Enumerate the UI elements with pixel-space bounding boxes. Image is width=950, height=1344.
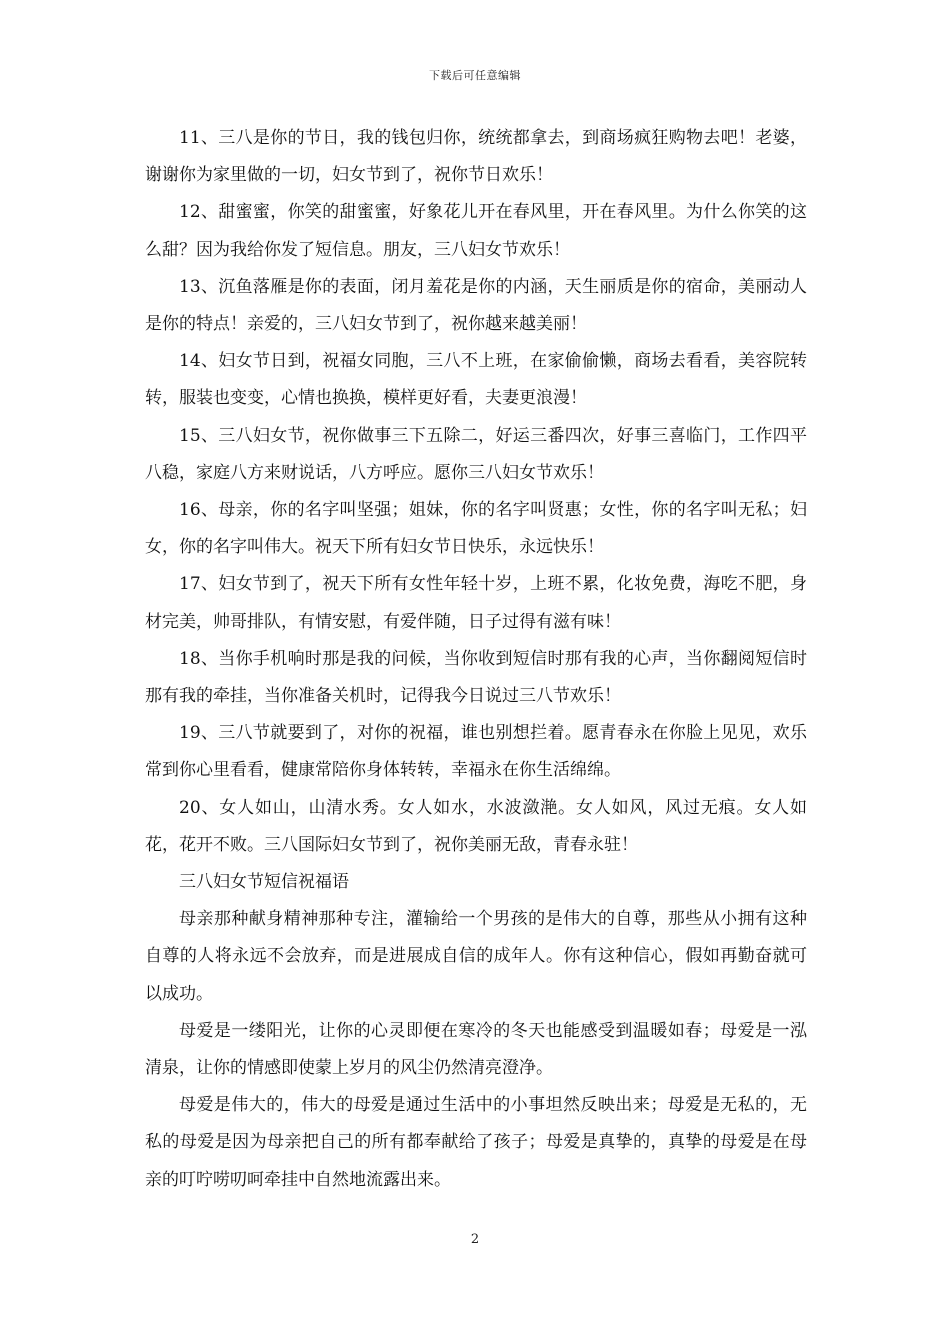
paragraph-mother-dedication: 母亲那种献身精神那种专注，灌输给一个男孩的是伟大的自尊，那些从小拥有这种自尊的人将永远不会放弃，而是进展成自信的成年人。你有这种信心，假如再勤奋就可以成功。 (145, 909, 807, 1004)
paragraph-14: 14、妇女节日到，祝福女同胞，三八不上班，在家偷偷懒，商场去看看，美容院转转，服装也变变，心情也换换，模样更好看，夫妻更浪漫！ (145, 351, 807, 409)
paragraph-18: 18、当你手机响时那是我的问候，当你收到短信时那有我的心声，当你翻阅短信时那有我的牵挂，当你准备关机时，记得我今日说过三八节欢乐！ (145, 648, 807, 707)
page-header: 下载后可任意编辑 (429, 69, 521, 82)
document-body (145, 120, 807, 1199)
paragraph-17: 17、妇女节到了，祝天下所有女性年轻十岁，上班不累，化妆免费，海吃不肥，身材完美，帅哥排队，有情安慰，有爱伴随，日子过得有滋有味！ (145, 574, 807, 632)
paragraph-16: 16、母亲，你的名字叫坚强；姐妹，你的名字叫贤惠；女性，你的名字叫无私；妇女，你的名字叫伟大。祝天下所有妇女节日快乐，永远快乐！ (145, 500, 807, 558)
section-heading: 三八妇女节短信祝福语 (179, 872, 349, 893)
paragraph-20: 20、女人如山，山清水秀。女人如水，水波潋滟。女人如风，风过无痕。女人如花，花开不败。三八国际妇女节到了，祝你美丽无敌，青春永驻！ (145, 797, 807, 855)
paragraph-13: 13、沉鱼落雁是你的表面，闭月羞花是你的内涵，天生丽质是你的宿命，美丽动人是你的特点！亲爱的，三八妇女节到了，祝你越来越美丽！ (145, 276, 807, 335)
paragraph-19: 19、三八节就要到了，对你的祝福，谁也别想拦着。愿青春永在你脸上见见，欢乐常到你心里看看，健康常陪你身体转转，幸福永在你生活绵绵。 (145, 723, 807, 781)
paragraph-12: 12、甜蜜蜜，你笑的甜蜜蜜，好象花儿开在春风里，开在春风里。为什么你笑的这么甜？因为我给你发了短信息。朋友，三八妇女节欢乐！ (145, 202, 807, 260)
paragraph-15: 15、三八妇女节，祝你做事三下五除二，好运三番四次，好事三喜临门，工作四平八稳，家庭八方来财说话，八方呼应。愿你三八妇女节欢乐！ (145, 425, 807, 483)
paragraph-mother-sunshine: 母爱是一缕阳光，让你的心灵即便在寒冷的冬天也能感受到温暖如春；母爱是一泓清泉，让你的情感即使蒙上岁月的风尘仍然清亮澄净。 (145, 1020, 807, 1079)
page-number: 2 (470, 1232, 480, 1247)
paragraph-11: 11、三八是你的节日，我的钱包归你，统统都拿去，到商场疯狂购物去吧！老婆，谢谢你为家里做的一切，妇女节到了，祝你节日欢乐！ (145, 128, 807, 186)
paragraph-mother-great: 母爱是伟大的，伟大的母爱是通过生活中的小事坦然反映出来；母爱是无私的，无私的母爱是因为母亲把自己的所有都奉献给了孩子；母爱是真挚的，真挚的母爱是在母亲的叮咛唠叨呵牵挂中自然地流露出来。 (145, 1095, 807, 1190)
